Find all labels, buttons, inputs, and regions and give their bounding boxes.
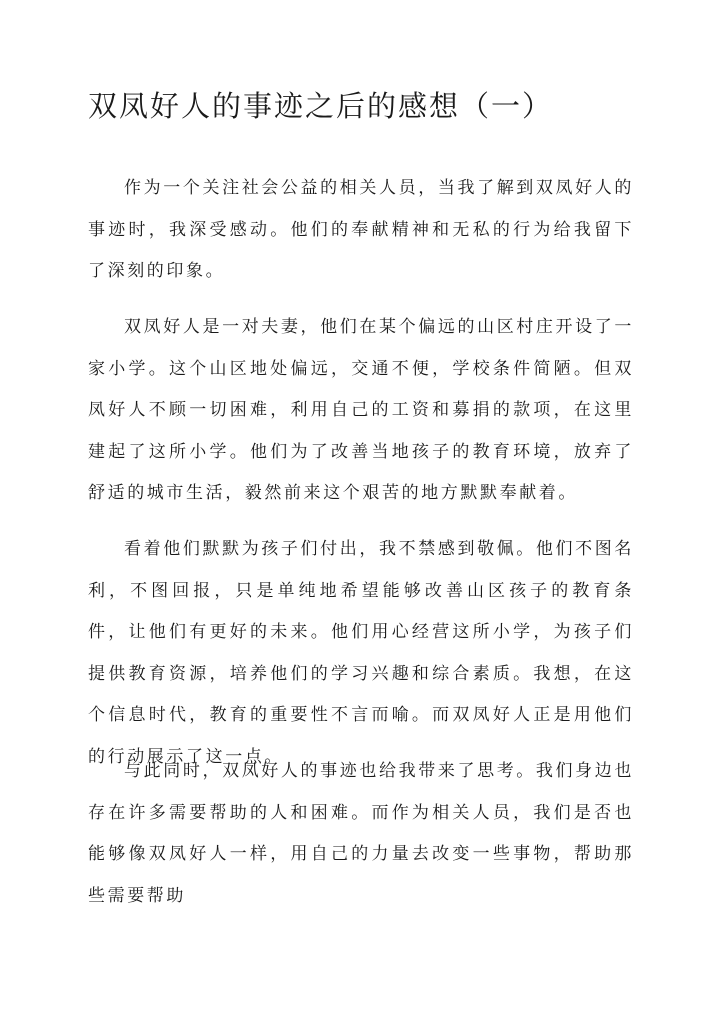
paragraph-3: 看着他们默默为孩子们付出，我不禁感到敬佩。他们不图名利，不图回报，只是单纯地希望能够改善山区孩子的教育条件，让他们有更好的未来。他们用心经营这所小学，为孩子们提供教育资源，培养他们的学习兴趣和综合素质。我想，在这个信息时代，教育的重要性不言而喻。而双凤好人正是用他们的行动展示了这一点。	[88, 539, 634, 767]
document-title: 双凤好人的事迹之后的感想（一）	[88, 89, 554, 123]
paragraph-2: 双凤好人是一对夫妻，他们在某个偏远的山区村庄开设了一家小学。这个山区地处偏远，交通不便，学校条件简陋。但双凤好人不顾一切困难，利用自己的工资和募捐的款项，在这里建起了这所小学。他们为了改善当地孩子的教育环境，放弃了舒适的城市生活，毅然前来这个艰苦的地方默默奉献着。	[88, 317, 634, 503]
paragraph-4: 与此同时，双凤好人的事迹也给我带来了思考。我们身边也存在许多需要帮助的人和困难。而作为相关人员，我们是否也能够像双凤好人一样，用自己的力量去改变一些事物，帮助那些需要帮助	[88, 761, 634, 906]
paragraph-1: 作为一个关注社会公益的相关人员，当我了解到双凤好人的事迹时，我深受感动。他们的奉献精神和无私的行为给我留下了深刻的印象。	[88, 178, 634, 281]
